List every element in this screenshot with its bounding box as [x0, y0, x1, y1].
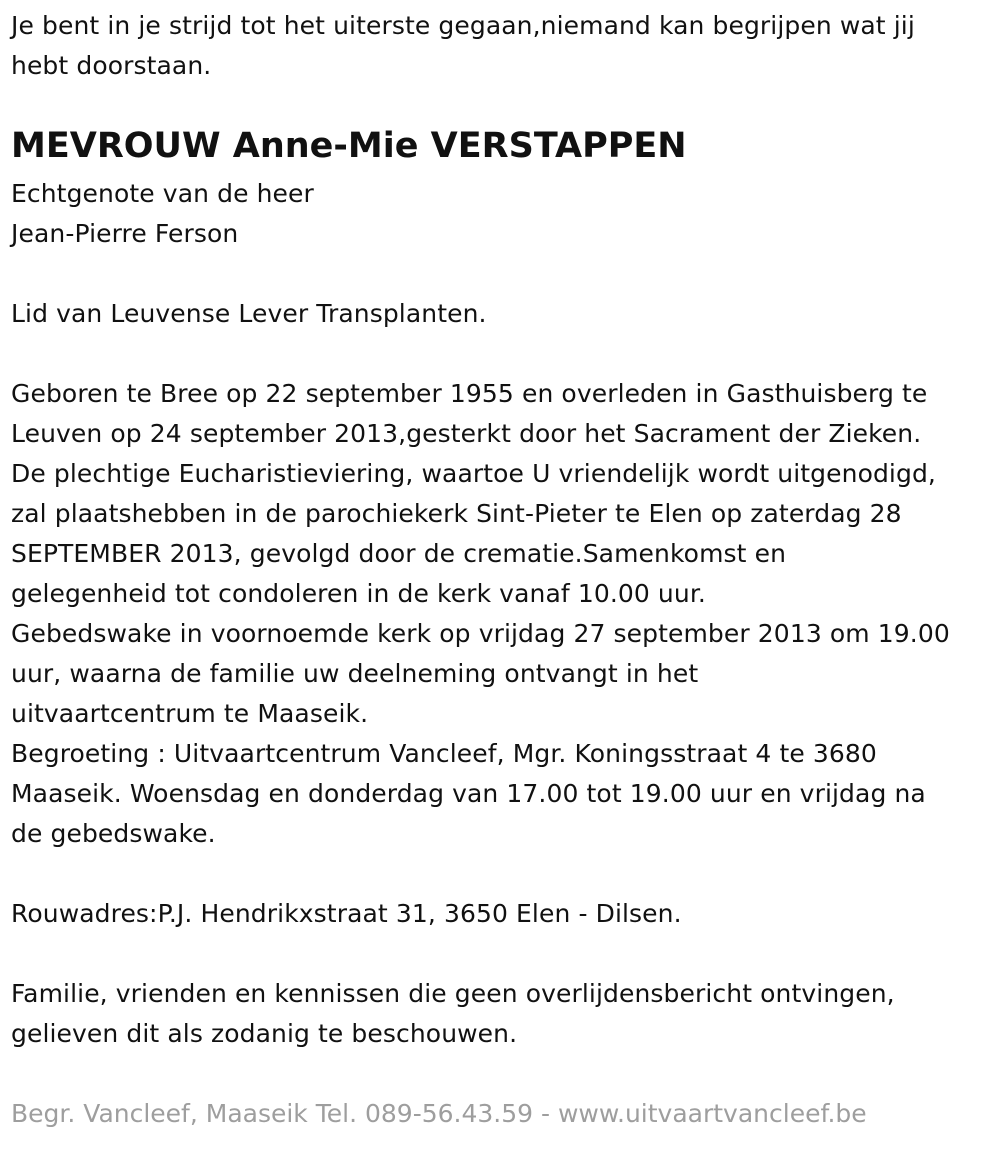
- details-line: Leuven op 24 september 2013,gesterkt door het Sacrament der Zieken.: [11, 419, 922, 448]
- family-note-line: gelieven dit als zodanig te beschouwen.: [11, 1019, 518, 1048]
- family-note-line: Familie, vrienden en kennissen die geen overlijdensbericht ontvingen,: [11, 979, 895, 1008]
- spacer: [11, 854, 950, 894]
- details-line: De plechtige Eucharistieviering, waartoe U vriendelijk wordt uitgenodigd,: [11, 459, 936, 488]
- details-line: gelegenheid tot condoleren in de kerk vanaf 10.00 uur.: [11, 579, 706, 608]
- funeral-home-footer: Begr. Vancleef, Maaseik Tel. 089-56.43.59 - www.uitvaartvancleef.be: [11, 1099, 867, 1128]
- details-line: uur, waarna de familie uw deelneming ontvangt in het: [11, 659, 699, 688]
- spacer: [11, 334, 950, 374]
- notice-body: [11, 174, 950, 1054]
- details-line: zal plaatshebben in de parochiekerk Sint-Pieter te Elen op zaterdag 28: [11, 499, 902, 528]
- details-line: uitvaartcentrum te Maaseik.: [11, 699, 369, 728]
- intro-quote: [11, 6, 915, 86]
- spouse-name: Jean-Pierre Ferson: [11, 219, 239, 248]
- details-line: de gebedswake.: [11, 819, 216, 848]
- details-line: SEPTEMBER 2013, gevolgd door de crematie.Samenkomst en: [11, 539, 787, 568]
- intro-quote-line: hebt doorstaan.: [11, 51, 212, 80]
- spacer: [11, 934, 950, 974]
- mourning-address: Rouwadres:P.J. Hendrikxstraat 31, 3650 Elen - Dilsen.: [11, 899, 682, 928]
- details-line: Gebedswake in voornoemde kerk op vrijdag 27 september 2013 om 19.00: [11, 619, 950, 648]
- spouse-line: Echtgenote van de heer: [11, 179, 314, 208]
- details-line: Begroeting : Uitvaartcentrum Vancleef, Mgr. Koningsstraat 4 te 3680: [11, 739, 877, 768]
- spacer: [11, 254, 950, 294]
- details-line: Maaseik. Woensdag en donderdag van 17.00 tot 19.00 uur en vrijdag na: [11, 779, 926, 808]
- intro-quote-line: Je bent in je strijd tot het uiterste gegaan,niemand kan begrijpen wat jij: [11, 11, 915, 40]
- details-line: Geboren te Bree op 22 september 1955 en overleden in Gasthuisberg te: [11, 379, 928, 408]
- deceased-name: MEVROUW Anne-Mie VERSTAPPEN: [11, 126, 687, 166]
- membership-line: Lid van Leuvense Lever Transplanten.: [11, 299, 487, 328]
